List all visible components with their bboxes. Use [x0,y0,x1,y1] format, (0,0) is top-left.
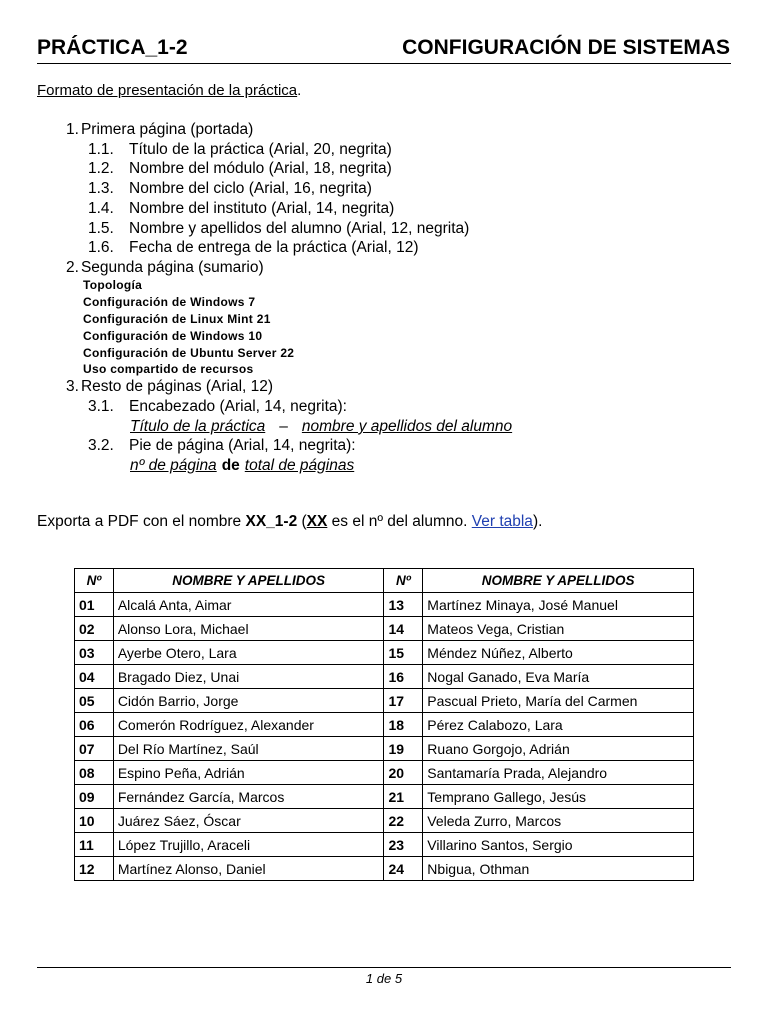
student-name: Comerón Rodríguez, Alexander [113,713,384,737]
student-number: 08 [75,761,114,785]
header-format: Título de la práctica – nombre y apellidos del alumno [130,418,513,435]
page-number: 1 de 5 [365,971,403,986]
student-number: 21 [384,785,423,809]
summary-item: Topología [83,278,143,292]
student-number: 16 [384,665,423,689]
practice-title: PRÁCTICA_1-2 [37,36,188,59]
student-name: Martínez Minaya, José Manuel [423,593,694,617]
col-header-number: Nº [75,569,114,593]
student-name: Del Río Martínez, Saúl [113,737,384,761]
student-name: Bragado Diez, Unai [113,665,384,689]
student-name: López Trujillo, Araceli [113,833,384,857]
list-item-1-1: 1.1. Título de la práctica (Arial, 20, negrita) [88,141,392,158]
table-row [75,617,694,641]
table-row [75,665,694,689]
intro-tail: . [297,82,302,99]
student-name: Veleda Zurro, Marcos [423,809,694,833]
list-item-2: 2. Segunda página (sumario) [66,259,264,276]
student-number: 20 [384,761,423,785]
list-item-1-5: 1.5. Nombre y apellidos del alumno (Arial, 12, negrita) [88,220,470,237]
student-name: Mateos Vega, Cristian [423,617,694,641]
list-item-3: 3. Resto de páginas (Arial, 12) [66,378,274,395]
header-rule [37,63,731,64]
summary-item: Configuración de Windows 10 [83,329,263,343]
intro-text: Formato de presentación de la práctica [37,82,298,99]
student-name: Nbigua, Othman [423,857,694,881]
student-number: 10 [75,809,114,833]
student-number: 09 [75,785,114,809]
student-number: 03 [75,641,114,665]
intro-line [37,82,301,99]
list-item-1-4: 1.4. Nombre del instituto (Arial, 14, negrita) [88,200,395,217]
list-item-1-2: 1.2. Nombre del módulo (Arial, 18, negrita) [88,160,392,177]
col-header-name: NOMBRE Y APELLIDOS [423,569,694,593]
student-name: Temprano Gallego, Jesús [423,785,694,809]
student-number: 15 [384,641,423,665]
student-name: Cidón Barrio, Jorge [113,689,384,713]
student-name: Alcalá Anta, Aimar [113,593,384,617]
student-name: Villarino Santos, Sergio [423,833,694,857]
col-header-number: Nº [384,569,423,593]
student-number: 07 [75,737,114,761]
student-name: Santamaría Prada, Alejandro [423,761,694,785]
student-number: 11 [75,833,114,857]
student-name: Ayerbe Otero, Lara [113,641,384,665]
module-title: CONFIGURACIÓN DE SISTEMAS [402,36,730,59]
student-name: Juárez Sáez, Óscar [113,809,384,833]
list-item-3-2: 3.2. Pie de página (Arial, 14, negrita): [88,437,356,454]
student-number: 22 [384,809,423,833]
list-item-1-3: 1.3. Nombre del ciclo (Arial, 16, negrita) [88,180,372,197]
table-row [75,689,694,713]
student-number: 04 [75,665,114,689]
file-name: XX_1-2 [245,513,298,530]
footer-format: nº de página de total de páginas [130,457,355,474]
students-table [74,568,694,881]
table-row [75,809,694,833]
list-item-3-1: 3.1. Encabezado (Arial, 14, negrita): [88,398,347,415]
page-header [37,36,730,60]
table-row [75,713,694,737]
student-number: 19 [384,737,423,761]
student-number: 18 [384,713,423,737]
student-name: Nogal Ganado, Eva María [423,665,694,689]
student-name: Pérez Calabozo, Lara [423,713,694,737]
student-number: 13 [384,593,423,617]
table-row [75,641,694,665]
student-name: Ruano Gorgojo, Adrián [423,737,694,761]
list-item-1: 1. Primera página (portada) [66,121,254,138]
table-row [75,761,694,785]
table-row [75,857,694,881]
table-row [75,593,694,617]
student-number: 17 [384,689,423,713]
col-header-name: NOMBRE Y APELLIDOS [113,569,384,593]
list-item-1-6: 1.6. Fecha de entrega de la práctica (Arial, 12) [88,239,419,256]
student-number: 06 [75,713,114,737]
table-row [75,833,694,857]
student-name: Espino Peña, Adrián [113,761,384,785]
student-number: 24 [384,857,423,881]
summary-item: Uso compartido de recursos [83,362,254,376]
student-name: Méndez Núñez, Alberto [423,641,694,665]
summary-item: Configuración de Linux Mint 21 [83,312,271,326]
student-number: 02 [75,617,114,641]
table-header-row [75,569,694,593]
summary-item: Configuración de Windows 7 [83,295,256,309]
student-name: Pascual Prieto, María del Carmen [423,689,694,713]
see-table-link[interactable]: Ver tabla [471,513,533,530]
footer-rule [37,967,731,968]
student-number: 05 [75,689,114,713]
summary-item: Configuración de Ubuntu Server 22 [83,346,295,360]
student-number: 01 [75,593,114,617]
table-row [75,737,694,761]
export-instruction: Exporta a PDF con el nombre XX_1-2 (XX es el nº del alumno. Ver tabla). [37,513,543,530]
student-name: Alonso Lora, Michael [113,617,384,641]
student-name: Martínez Alonso, Daniel [113,857,384,881]
student-name: Fernández García, Marcos [113,785,384,809]
student-number: 12 [75,857,114,881]
table-row [75,785,694,809]
student-number: 23 [384,833,423,857]
student-number: 14 [384,617,423,641]
